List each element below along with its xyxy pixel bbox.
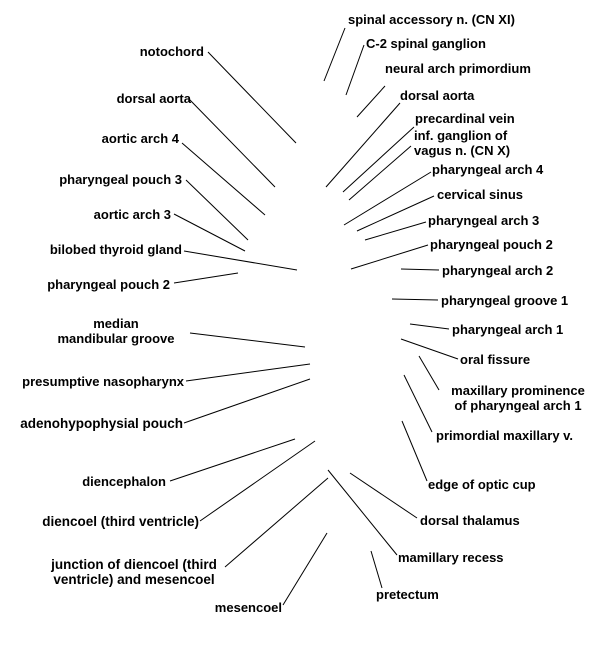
label-inf-ganglion-vagus <box>414 128 510 158</box>
leader-line-cervical-sinus <box>357 196 434 231</box>
label-median-mandibular-groove-line1: median <box>93 316 139 331</box>
label-junction-line2: ventricle) and mesencoel <box>53 572 215 587</box>
label-junction-line1: junction of diencoel (third <box>51 557 217 572</box>
leader-line-dorsal-aorta-right <box>326 103 400 187</box>
leader-line-precardinal-vein <box>343 127 414 192</box>
leader-line-presumptive-nasopharynx <box>186 364 310 381</box>
label-neural-arch-primordium: neural arch primordium <box>385 61 531 76</box>
label-presumptive-nasopharynx: presumptive nasopharynx <box>22 374 184 389</box>
label-junction-diencoel-mesencoel <box>42 557 226 587</box>
leader-line-maxillary-prominence <box>419 356 439 390</box>
leader-line-mesencoel <box>283 533 327 605</box>
leader-line-aortic-arch-3 <box>174 214 245 251</box>
label-pharyngeal-arch-1: pharyngeal arch 1 <box>452 322 564 337</box>
leader-line-bilobed-thyroid <box>184 251 297 270</box>
label-median-mandibular-groove-line2: mandibular groove <box>57 331 175 346</box>
leader-line-pharyngeal-arch-1 <box>410 324 449 329</box>
label-primordial-maxillary-vein: primordial maxillary v. <box>436 428 574 443</box>
leader-line-inf-ganglion <box>349 146 411 200</box>
label-inf-ganglion-line1: inf. ganglion of <box>414 128 508 143</box>
label-adenohypophysial-pouch: adenohypophysial pouch <box>20 416 183 431</box>
label-pharyngeal-pouch-2-left: pharyngeal pouch 2 <box>47 277 170 292</box>
leader-line-pharyngeal-arch-2 <box>401 269 439 270</box>
label-precardinal-vein: precardinal vein <box>415 111 515 126</box>
label-mesencoel: mesencoel <box>214 600 282 615</box>
label-diencephalon: diencephalon <box>82 474 166 489</box>
leader-line-edge-of-optic-cup <box>402 421 427 481</box>
label-aortic-arch-3: aortic arch 3 <box>93 207 171 222</box>
label-dorsal-aorta-left: dorsal aorta <box>116 91 191 106</box>
label-c2-spinal-ganglion: C-2 spinal ganglion <box>366 36 486 51</box>
label-bilobed-thyroid-gland: bilobed thyroid gland <box>49 242 182 257</box>
leader-line-diencoel <box>200 441 315 521</box>
leader-line-notochord <box>208 52 296 143</box>
label-pharyngeal-arch-2: pharyngeal arch 2 <box>442 263 554 278</box>
label-median-mandibular-groove <box>40 316 192 346</box>
leader-line-pharyngeal-pouch-3 <box>186 180 248 240</box>
label-aortic-arch-4: aortic arch 4 <box>101 131 179 146</box>
label-edge-of-optic-cup: edge of optic cup <box>428 477 536 492</box>
leader-line-median-mandibular-groove <box>190 333 305 347</box>
leader-line-pharyngeal-pouch-2-right <box>351 245 428 269</box>
leader-line-pharyngeal-groove-1 <box>392 299 438 300</box>
label-inf-ganglion-line2: vagus n. (CN X) <box>414 143 511 158</box>
leader-line-adenohypophysial-pouch <box>184 379 310 423</box>
label-spinal-accessory-nerve: spinal accessory n. (CN XI) <box>348 12 515 27</box>
leader-line-junction <box>225 478 328 567</box>
label-diencoel-third-ventricle: diencoel (third ventricle) <box>42 514 199 529</box>
leader-line-pretectum <box>371 551 382 588</box>
leader-line-mamillary-recess <box>328 470 397 555</box>
label-pharyngeal-pouch-2-right: pharyngeal pouch 2 <box>430 237 553 252</box>
label-mamillary-recess: mamillary recess <box>398 550 504 565</box>
label-notochord: notochord <box>139 44 204 59</box>
leader-line-dorsal-thalamus <box>350 473 417 518</box>
leader-line-aortic-arch-4 <box>182 143 265 215</box>
label-dorsal-aorta-right: dorsal aorta <box>400 88 475 103</box>
leader-line-neural-arch-primordium <box>357 86 385 117</box>
leader-line-dorsal-aorta-left <box>189 99 275 187</box>
leader-line-primordial-maxillary <box>404 375 432 432</box>
leader-line-pharyngeal-arch-3 <box>365 222 426 240</box>
leader-line-spinal-accessory <box>324 28 345 81</box>
label-pharyngeal-pouch-3: pharyngeal pouch 3 <box>59 172 182 187</box>
label-pretectum: pretectum <box>376 587 439 602</box>
label-pharyngeal-groove-1: pharyngeal groove 1 <box>441 293 569 308</box>
leader-line-c2-spinal-ganglion <box>346 45 364 95</box>
label-pharyngeal-arch-4: pharyngeal arch 4 <box>432 162 544 177</box>
label-maxillary-prominence <box>440 383 596 413</box>
leader-line-pharyngeal-pouch-2-left <box>174 273 238 283</box>
label-cervical-sinus: cervical sinus <box>437 187 523 202</box>
label-maxillary-line1: maxillary prominence <box>451 383 585 398</box>
label-maxillary-line2: of pharyngeal arch 1 <box>454 398 582 413</box>
label-pharyngeal-arch-3: pharyngeal arch 3 <box>428 213 540 228</box>
leader-line-diencephalon <box>170 439 295 481</box>
label-oral-fissure: oral fissure <box>460 352 531 367</box>
leader-line-oral-fissure <box>401 339 458 359</box>
label-dorsal-thalamus: dorsal thalamus <box>420 513 520 528</box>
